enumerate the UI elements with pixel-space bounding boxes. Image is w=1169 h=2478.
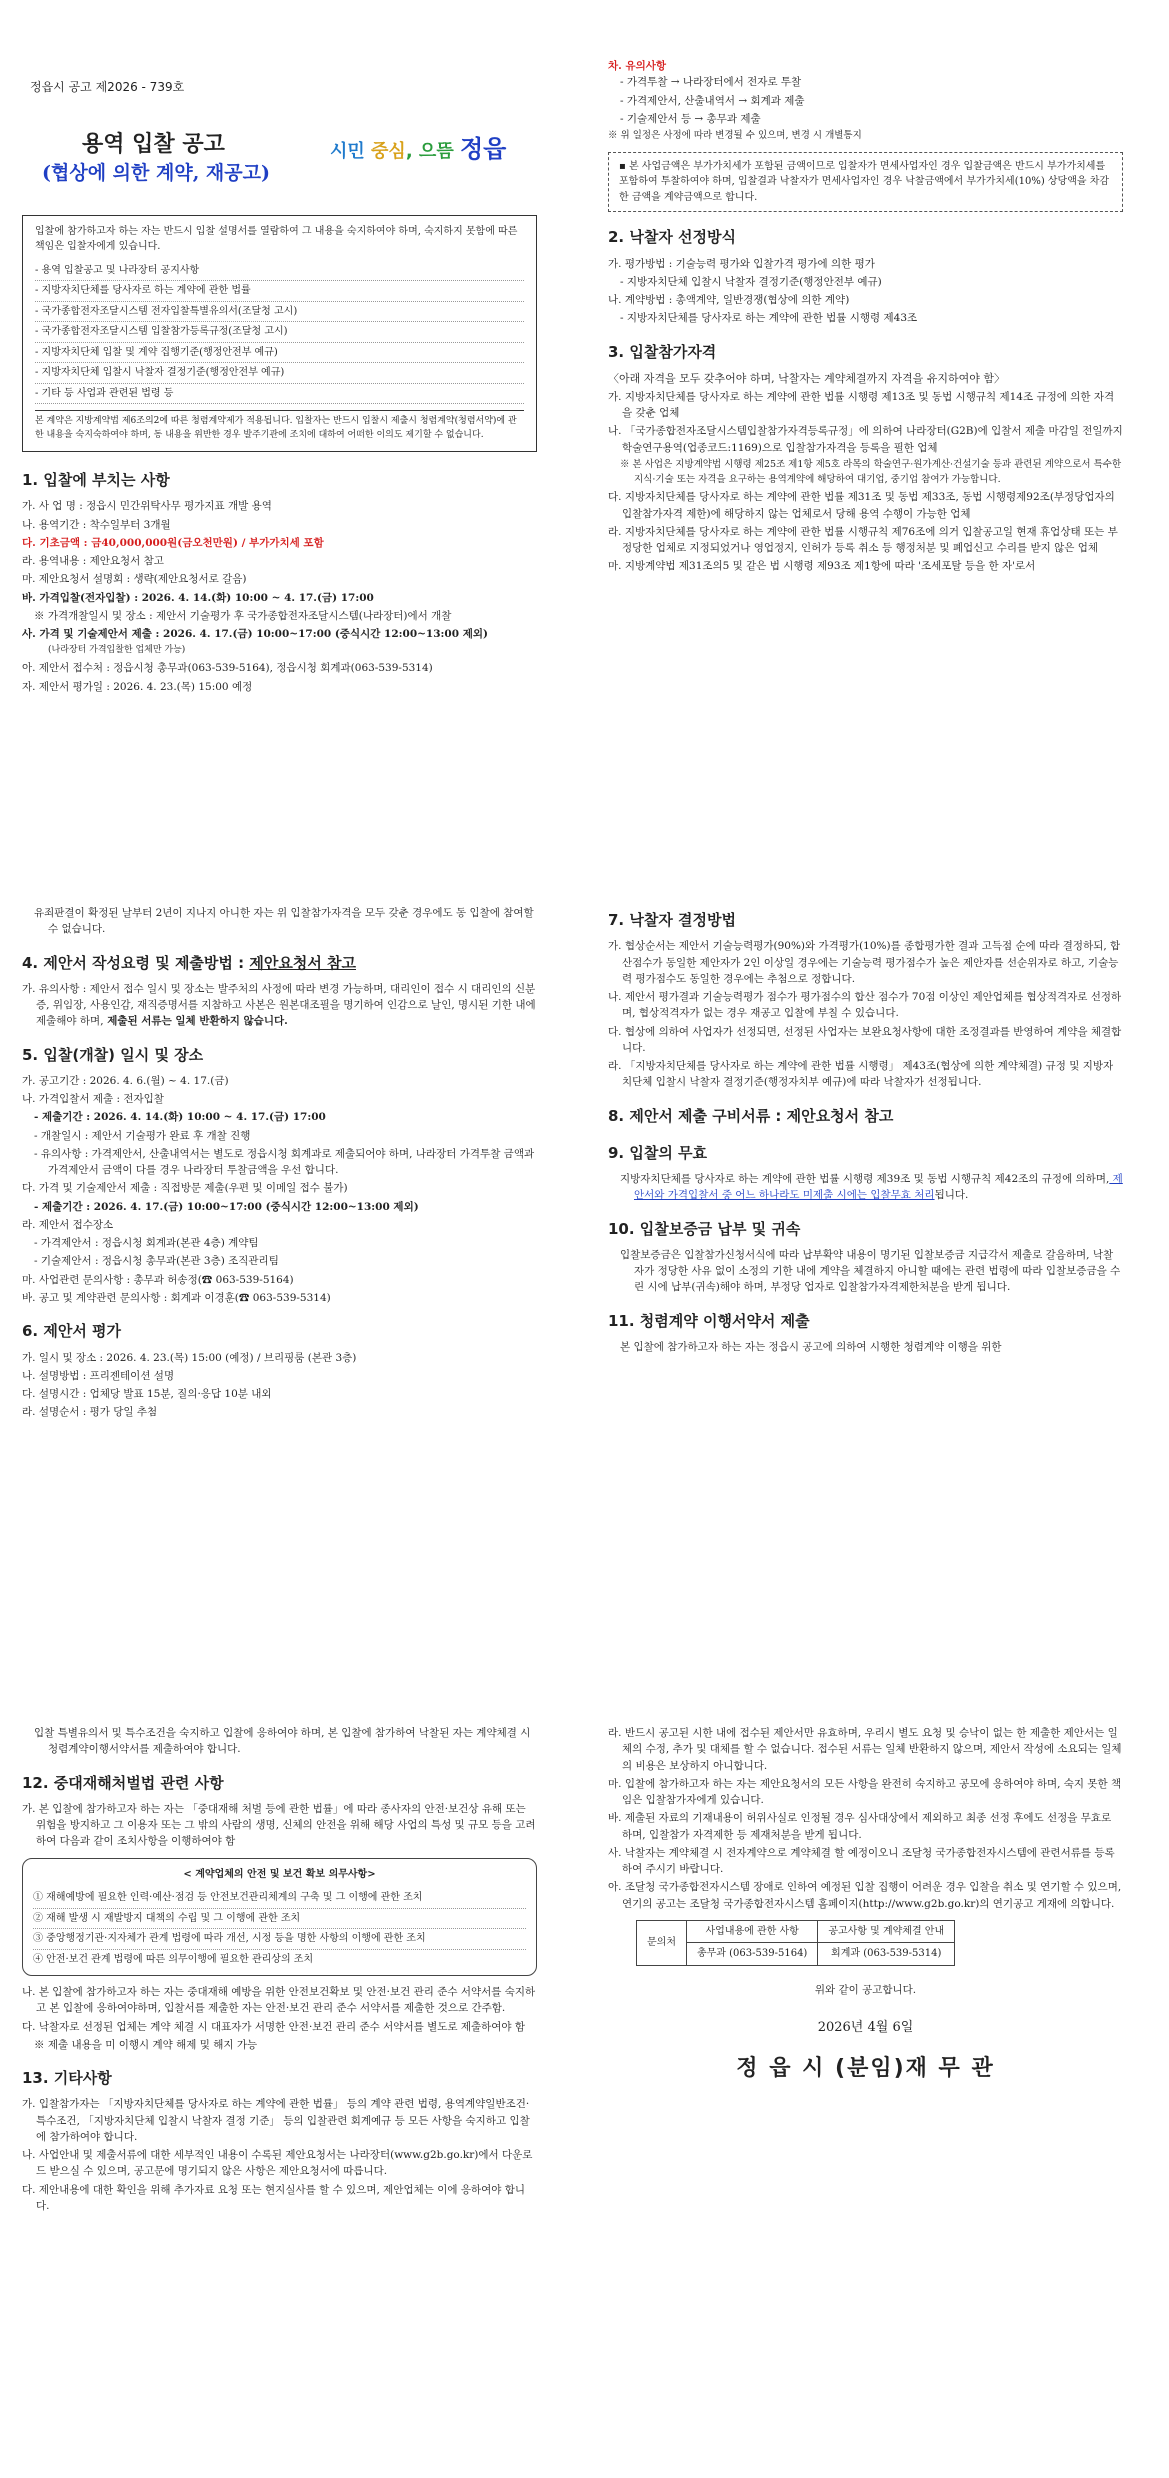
list-item: 다. 협상에 의하여 사업자가 선정되면, 선정된 사업자는 보완요청사항에 대한 조정결과를 반영하여 계약을 체결합니다. [608,1025,1122,1054]
list-item: - 유의사항 : 가격제안서, 산출내역서는 별도로 정읍시청 회계과로 제출되어야 하며, 나라장터 가격투찰 금액과 가격제안서 금액이 다를 경우 나라장터 투찰금액을 우선 합니다. [34,1147,535,1177]
page2-left [22,905,537,1725]
list-item: 사. 낙찰자는 계약체결 시 전자계약으로 계약체결 할 예정이오니 조달청 국가종합전자시스템에 관련서류를 등록하여 주시기 바랍니다. [608,1846,1115,1876]
list-item: 라. 제안서 접수장소 [22,1218,114,1231]
vat-note-box: ▪ 본 사업금액은 부가가치세가 포함된 금액이므로 입찰자가 면세사업자인 경우 입찰금액은 반드시 부가가치세를 포함하여 투찰하여야 하며, 입찰결과 낙찰자가 면세사업자인 경우 낙찰금액에서 부가가치세(10%) 상당액을 차감한 금액을 계약금액으로 합니다. [608,152,1123,213]
section-heading: 11. 청렴계약 이행서약서 제출 [608,1311,810,1330]
list-item: 마. 지방계약법 제31조의5 및 같은 법 시행령 제93조 제1항에 따라 '조세포탈 등을 한 자'로서 [608,560,1036,573]
contact-value: 회계과 (063-539-5314) [818,1943,955,1966]
section-heading: 5. 입찰(개찰) 일시 및 장소 [22,1045,204,1064]
s11-body: 본 입찰에 참가하고자 하는 자는 정읍시 공고에 의하여 시행한 청렴계약 이행을 위한 [620,1340,1002,1353]
list-item: 다. 지방자치단체를 당사자로 하는 계약에 관한 법률 제31조 및 동법 제33조, 동법 시행령제92조(부정당업자의 입찰참가자격 제한)에 해당하지 않는 업체로서 당해 용역 수행이 가능한 업체 [608,491,1115,520]
page1-right [608,58,1123,718]
list-item: 다. 설명시간 : 업체당 발표 15분, 질의·응답 10분 내외 [22,1388,272,1401]
list-item: 바. 가격입찰(전자입찰) : 2026. 4. 14.(화) 10:00 ~ 4. 17.(금) 17:00 [22,591,374,604]
list-item: 나. 제안서 평가결과 기술능력평가 점수가 평가점수의 합산 점수가 70점 이상인 제안업체를 협상적격자로 선정하며, 협상적격자가 없는 경우 재공고 입찰에 부칠 수 있습니다. [608,991,1122,1020]
list-item: 라. 지방자치단체를 당사자로 하는 계약에 관한 법률 시행규칙 제76조에 의거 입찰공고일 현재 휴업상태 또는 부정당한 업체로 지정되었거나 영업정지, 인허가 등록 취소 등 행정처분 및 폐업신고 수리를 받지 않은 업체 [608,525,1118,555]
section-heading: 6. 제안서 평가 [22,1322,122,1341]
s4-body: 가. 유의사항 : 제안서 접수 일시 및 장소는 발주처의 사정에 따라 변경 가능하며, 대리인이 접수 시 대리인의 신분증, 위임장, 사용인감, 재직증명서를 지참하고 사본은 원본대조필을 명기하여 인감으로 날인, 명시된 기한 내에 제출해야 하며, [22,982,536,1028]
page-title: 용역 입찰 공고 [82,130,225,157]
list-item: - 지방자치단체를 당사자로 하는 계약에 관한 법률 [35,281,524,302]
list-item: ① 재해예방에 필요한 인력·예산·점검 등 안전보건관리체계의 구축 및 그 이행에 관한 조치 [33,1888,526,1909]
list-item: - 제출기간 : 2026. 4. 17.(금) 10:00~17:00 (중식시간 12:00~13:00 제외) [34,1200,419,1213]
continued-text: 입찰 특별유의서 및 특수조건을 숙지하고 입찰에 응하여야 하며, 본 입찰에 참가하여 낙찰된 자는 계약체결 시 청렴계약이행서약서를 제출하여야 합니다. [34,1727,531,1756]
list-item: 사. 가격 및 기술제안서 제출 : 2026. 4. 17.(금) 10:00~17:00 (중식시간 12:00~13:00 제외) [22,628,488,641]
schedule-note: ※ 위 일정은 사정에 따라 변경될 수 있으며, 변경 시 개별통지 [608,130,862,142]
list-item: - 가격투찰 → 나라장터에서 전자로 투찰 [620,76,802,89]
list-item: 나. 가격입찰서 제출 : 전자입찰 [22,1093,164,1106]
safety-duty-box [22,1858,537,1977]
list-item: ③ 중앙행정기관·지자체가 관계 법령에 따라 개선, 시정 등을 명한 사항의 이행에 관한 조치 [33,1929,526,1950]
list-item: - 가격제안서 : 정읍시청 회계과(본관 4층) 계약팀 [34,1237,259,1250]
section-heading: 10. 입찰보증금 납부 및 귀속 [608,1219,801,1238]
list-item: 아. 조달청 국가종합전자시스템 장애로 인하여 예정된 입찰 집행이 어려운 경우 입찰을 취소 및 연기할 수 있으며, 연기의 공고는 조달청 국가종합전자시스템 홈페이지(http://www.g2b.go.kr)의 연기공고 게재에 의합니다. [608,1881,1122,1910]
list-item: - 기술제안서 : 정읍시청 총무과(본관 3층) 조직관리팀 [34,1255,279,1268]
list-item: - 지방자치단체 입찰 및 계약 집행기준(행정안전부 예규) [35,343,524,364]
section-heading: 12. 중대재해처벌법 관련 사항 [22,1773,224,1792]
page1-left [22,70,537,470]
page3-right [608,1725,1123,2145]
section-heading: 3. 입찰참가자격 [608,342,717,361]
list-item: - 가격제안서, 산출내역서 → 회계과 제출 [620,94,805,107]
contact-header: 공고사항 및 계약체결 안내 [818,1920,955,1943]
list-item: ② 재해 발생 시 재발방지 대책의 수립 및 그 이행에 관한 조치 [33,1909,526,1930]
list-item: ※ 가격개찰일시 및 장소 : 제안서 기술평가 후 국가종합전자조달시스템(나라장터)에서 개찰 [34,609,452,622]
list-item: 라. 용역내용 : 제안요청서 참고 [22,555,164,568]
list-item: - 개찰일시 : 제안서 기술평가 완료 후 개찰 진행 [34,1129,251,1142]
list-item: 다. 가격 및 기술제안서 제출 : 직접방문 제출(우편 및 이메일 접수 불가) [22,1182,348,1195]
list-item: - 제출기간 : 2026. 4. 14.(화) 10:00 ~ 4. 17.(금) 17:00 [34,1111,326,1124]
list-item: - 국가종합전자조달시스템 입찰참가등록규정(조달청 고시) [35,322,524,343]
list-item: 마. 사업관련 문의사항 : 총무과 허송정(☎ 063-539-5164) [22,1273,294,1286]
list-item: 나. 본 입찰에 참가하고자 하는 자는 중대재해 예방을 위한 안전보건확보 및 안전·보건 관리 준수 서약서를 숙지하고 본 입찰에 응하여야하며, 입찰서를 제출한 자는 안전·보건 관리 준수 서약서를 제출한 것으로 간주함. [22,1986,536,2015]
list-item: 나. 사업안내 및 제출서류에 대한 세부적인 내용이 수록된 제안요청서는 나라장터(www.g2b.go.kr)에서 다운로드 받으실 수 있으며, 공고문에 명기되지 않은 사항은 제안요청서에 따릅니다. [22,2149,533,2178]
s9-body: 지방자치단체를 당사자로 하는 계약에 관한 법률 시행령 제39조 및 동법 시행규칙 제42조의 규정에 의하며, [620,1173,1110,1186]
section-heading: 13. 기타사항 [22,2069,112,2088]
section-heading: 9. 입찰의 무효 [608,1143,708,1162]
list-item: 가. 일시 및 장소 : 2026. 4. 23.(목) 15:00 (예정) / 브리핑룸 (본관 3층) [22,1351,357,1364]
list-item: 라. 「지방자치단체를 당사자로 하는 계약에 관한 법률 시행령」 제43조(협상에 의한 계약체결) 규정 및 지방자치단체 입찰시 낙찰자 결정기준(행정자치부 예규)에 따라 낙찰자가 선정됩니다. [608,1060,1114,1089]
qualification-lead: 〈아래 자격을 모두 갖추어야 하며, 낙찰자는 계약체결까지 자격을 유지하여야 함〉 [608,371,1005,385]
list-item: - 기타 등 사업과 관련된 법령 등 [35,384,524,405]
safety-box-title: < 계약업체의 안전 및 보건 확보 의무사항> [183,1868,376,1880]
page2-right [608,895,1123,1715]
list-item: 마. 제안요청서 설명회 : 생략(제안요청서로 갈음) [22,573,247,586]
list-item: 라. 반드시 공고된 시한 내에 접수된 제안서만 유효하며, 우리시 별도 요청 및 승낙이 없는 한 제출한 제안서는 일체의 수정, 추가 및 대체를 할 수 없습니다. 접수된 서류는 일체 반환하지 않으며, 제안서 작성에 소요되는 일체의 비용은 보상하지 아니합니다. [608,1727,1122,1772]
contact-header: 사업내용에 관한 사항 [686,1920,817,1943]
list-item: 가. 입찰참가자는 「지방자치단체를 당사자로 하는 계약에 관한 법률」 등의 계약 관련 법령, 용역계약일반조건·특수조건, 「지방자치단체 입찰시 낙찰자 결정 기준」 등의 입찰관련 회계예규 등 모든 사항을 숙지하고 입찰에 참가하여야 합니다. [22,2098,530,2143]
list-item: - 지방자치단체를 당사자로 하는 계약에 관한 법률 시행령 제43조 [620,312,918,325]
list-item: - 국가종합전자조달시스템 전자입찰특별유의서(조달청 고시) [35,302,524,323]
list-item: 나. 설명방법 : 프리젠테이션 설명 [22,1369,175,1382]
list-item: ※ 제출 내용을 미 이행시 계약 해제 및 해지 가능 [34,2038,258,2051]
s10-body: 입찰보증금은 입찰참가신청서식에 따라 납부확약 내용이 명기된 입찰보증금 지급각서 제출로 갈음하며, 낙찰자가 정당한 사유 없이 소정의 기한 내에 계약을 체결하지 아니할 때에는 관련 법령에 따라 입찰보증금을 수린 시에 납부(귀속)해야 하며, 부정당 업자로 입찰참가자격제한처분을 받게 됩니다. [620,1248,1121,1294]
list-item: 나. 「국가종합전자조달시스템입찰참가자격등록규정」에 의하여 나라장터(G2B)에 입찰서 제출 마감일 전일까지 학술연구용역(업종코드:1169)으로 입찰참가자격을 등록을 필한 업체 [608,425,1123,454]
s9-invalid-note: 제안서와 가격입찰서 중 어느 하나라도 미제출 시에는 입찰무효 처리 [634,1173,1123,1202]
intro-notice-box [22,215,537,452]
section-1 [22,455,537,725]
notes-heading: 차. 유의사항 [608,60,667,72]
list-item: - 지방자치단체 입찰시 낙찰자 결정기준(행정안전부 예규) [620,275,882,288]
list-item: ④ 안전·보건 관계 법령에 따른 의무이행에 필요한 관리상의 조치 [33,1953,314,1965]
base-amount: 다. 기초금액 : 금40,000,000원(금오천만원) / 부가가치세 포함 [22,536,324,549]
section-heading: 2. 낙찰자 선정방식 [608,228,737,247]
closing-text: 위와 같이 공고합니다. [814,1983,917,1996]
s12-body: 가. 본 입찰에 참가하고자 하는 자는 「중대재해 처벌 등에 관한 법률」에 따라 종사자의 안전·보건상 유해 또는 위험을 방지하고 그 이용자 또는 그 밖의 사람의 생명, 신체의 안전을 위해 해당 사업의 특성 및 규모 등을 고려하여 다음과 같이 조치사항을 이행하여야 함 [22,1802,536,1848]
section-heading: 4. 제안서 작성요령 및 제출방법 : 제안요청서 참고 [22,953,357,972]
section-heading: 8. 제안서 제출 구비서류 : 제안요청서 참고 [608,1106,894,1125]
list-item: 나. 용역기간 : 착수일부터 3개월 [22,518,171,531]
law-list [35,261,524,405]
list-item: 바. 공고 및 계약관련 문의사항 : 회계과 이경훈(☎ 063-539-5314) [22,1292,331,1305]
list-item: 마. 입찰에 참가하고자 하는 자는 제안요청서의 모든 사항을 완전히 숙지하고 공모에 응하여야 하며, 숙지 못한 책임은 입찰참가자에게 있습니다. [608,1777,1122,1807]
list-item: 자. 제안서 평가일 : 2026. 4. 23.(목) 15:00 예정 [22,680,253,693]
list-item: (나라장터 가격입찰한 업체만 가능) [48,645,186,656]
list-item: - 기술제안서 등 → 총무과 제출 [620,112,761,125]
list-item: 나. 계약방법 : 총액계약, 일반경쟁(협상에 의한 계약) [608,294,850,307]
page3-left [22,1725,537,2445]
s4-bold: 제출된 서류는 일체 반환하지 않습니다. [103,1015,288,1028]
list-item: 바. 제출된 자료의 기재내용이 허위사실로 인정될 경우 심사대상에서 제외하고 최종 선정 후에도 선정을 무효로 하며, 입찰참가 자격제한 등 제재처분을 받게 됩니다. [608,1812,1112,1841]
integrity-note: 본 계약은 지방계약법 제6조의2에 따른 청렴계약제가 적용됩니다. 입찰자는 반드시 입찰시 제출시 청렴계약(청렴서약)에 관한 내용을 숙지숙하여야 하며, 동 내용을 위반한 경우 발주기관에 조치에 대하여 어떠한 이의도 제기할 수 없습니다. [35,410,524,443]
list-item: 다. 낙찰자로 선정된 업체는 계약 체결 시 대표자가 서명한 안전·보건 관리 준수 서약서를 별도로 제출하여야 함 [22,2020,526,2033]
list-item: ※ 본 사업은 지방계약법 시행령 제25조 제1항 제5호 라목의 학술연구·원가계산·건설기술 등과 관련된 계약으로서 특수한 지식·기술 또는 자격을 요구하는 용역계약에 해당하여 대기업, 중기업 참여가 가능합니다. [620,458,1122,485]
list-item: - 지방자치단체 입찰시 낙찰자 결정기준(행정안전부 예규) [35,363,524,384]
contact-label: 문의처 [637,1920,687,1965]
intro-lead: 입찰에 참가하고자 하는 자는 반드시 입찰 설명서를 열람하여 그 내용을 숙지하여야 하며, 숙지하지 못함에 따른 책임은 입찰자에게 있습니다. [35,225,518,253]
list-item: - 용역 입찰공고 및 나라장터 공지사항 [35,261,524,282]
list-item: 아. 제안서 접수처 : 정읍시청 총무과(063-539-5164), 정읍시청 회계과(063-539-5314) [22,662,433,675]
s9-tail: 됩니다. [934,1189,969,1202]
section-heading: 7. 낙찰자 결정방법 [608,911,737,929]
list-item: 가. 사 업 명 : 정읍시 민간위탁사무 평가지표 개발 용역 [22,500,272,513]
notice-date: 2026년 4월 6일 [817,2020,914,2036]
issuer-name: 정 읍 시 (분임)재 무 관 [736,2056,995,2082]
list-item: 라. 설명순서 : 평가 당일 추첨 [22,1406,158,1419]
section-heading: 1. 입찰에 부치는 사항 [22,471,170,489]
contact-table [636,1920,955,1966]
continued-text: 유죄판결이 확정된 날부터 2년이 지나지 아니한 자는 위 입찰참가자격을 모두 갖춘 경우에도 동 입찰에 참여할 수 없습니다. [34,907,534,936]
list-item: 가. 협상순서는 제안서 기술능력평가(90%)와 가격평가(10%)를 종합평가한 결과 고득점 순에 따라 결정하되, 합산점수가 동일한 제안자가 2인 이상일 경우에는 기술능력 평가점수가 높은 제안자를 선순위자로 하고, 기술능력 평가점수도 동일한 경우에는 추첨으로 정합니다. [608,940,1121,985]
title-block [22,97,537,187]
list-item: 다. 제안내용에 대한 확인을 위해 추가자료 요청 또는 현지실사를 할 수 있으며, 제안업체는 이에 응하여야 합니다. [22,2183,526,2212]
page-subtitle: (협상에 의한 계약, 재공고) [42,161,270,184]
city-slogan-logo: 시민 중심, 으뜸 정읍 [330,134,507,163]
list-item: 가. 지방자치단체를 당사자로 하는 계약에 관한 법률 시행령 제13조 및 동법 시행규칙 제14조 규정에 의한 자격을 갖춘 업체 [608,390,1115,420]
list-item: 가. 공고기간 : 2026. 4. 6.(월) ~ 4. 17.(금) [22,1074,229,1087]
notice-number: 정읍시 공고 제2026 - 739호 [30,80,185,94]
contact-value: 총무과 (063-539-5164) [686,1943,817,1966]
list-item: 가. 평가방법 : 기술능력 평가와 입찰가격 평가에 의한 평가 [608,257,875,270]
